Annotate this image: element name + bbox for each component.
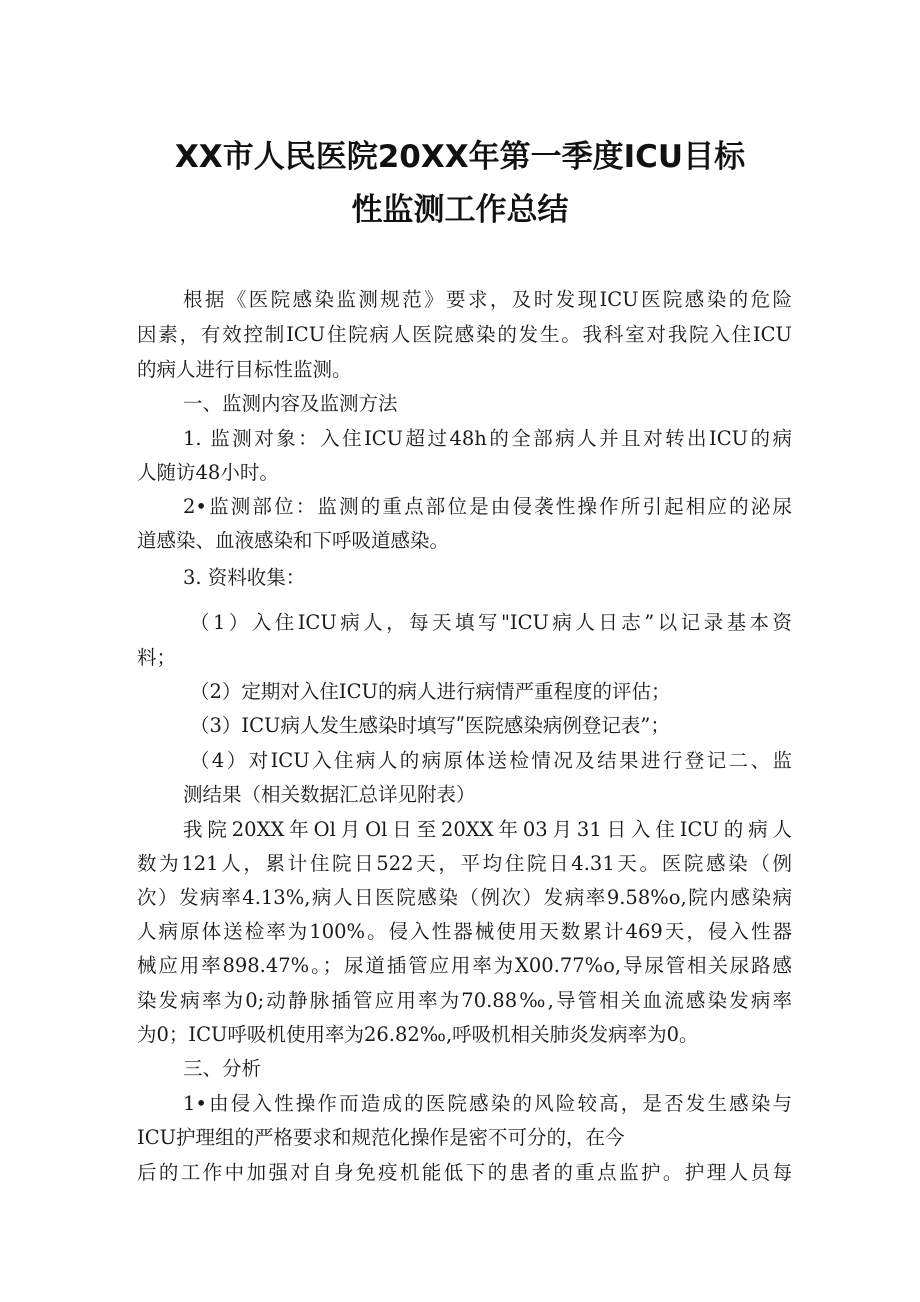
- paragraph-intro-line-3: 的病人进行目标性监测。: [137, 358, 352, 381]
- results-line-7: 为0；ICU呼吸机使用率为26.82‰,呼吸机相关肺炎发病率为0。: [137, 1023, 699, 1046]
- subitem-4-line-1: （4）对ICU入住病人的病原体送检情况及结果进行登记二、监: [190, 749, 792, 772]
- item-1-line-2: 人随访48小时。: [137, 461, 279, 484]
- subitem-2: （2）定期对入住ICU的病人进行病情严重程度的评估；: [190, 680, 671, 703]
- results-line-2: 数为121人，累计住院日522天，平均住院日4.31天。医院感染（例: [137, 852, 792, 875]
- paragraph-intro-line-2: 因素，有效控制ICU住院病人医院感染的发生。我科室对我院入住ICU: [137, 323, 792, 346]
- results-line-4: 人病原体送检率为100%。侵入性器械使用天数累计469天，侵入性器: [137, 920, 792, 943]
- results-line-6: 染发病率为0;动静脉插管应用率为70.88‰,导管相关血流感染发病率: [137, 989, 792, 1012]
- item-1-line-1: 1. 监测对象：入住ICU超过48h的全部病人并且对转出ICU的病: [183, 427, 792, 450]
- subitem-1-line-1: （1）入住ICU病人，每天填写"ICU病人日志”以记录基本资: [190, 611, 792, 634]
- subitem-4-line-2: 测结果（相关数据汇总详见附表）: [183, 783, 476, 806]
- analysis-line-3: 后的工作中加强对自身免疫机能低下的患者的重点监护。护理人员每: [137, 1161, 792, 1184]
- item-3-heading: 3. 资料收集：: [183, 566, 306, 589]
- results-line-1: 我院20XX年Ol月Ol日至20XX年03月31日入住ICU的病人: [183, 818, 792, 841]
- item-2-line-1: 2•监测部位：监测的重点部位是由侵袭性操作所引起相应的泌尿: [183, 495, 792, 518]
- section-heading-3: 三、分析: [183, 1057, 262, 1080]
- results-line-3: 次）发病率4.13%,病人日医院感染（例次）发病率9.58%o,院内感染病: [137, 886, 792, 909]
- subitem-1-line-2: 料；: [137, 646, 177, 669]
- results-line-5: 械应用率898.47%。；尿道插管应用率为X00.77%o,导尿管相关尿路感: [137, 954, 792, 977]
- section-heading-1: 一、监测内容及监测方法: [183, 392, 398, 415]
- item-2-line-2: 道感染、血液感染和下呼吸道感染。: [137, 529, 450, 552]
- subitem-3: （3）ICU病人发生感染时填写ʺ医院感染病例登记表”；: [190, 714, 670, 737]
- analysis-line-1: 1•由侵入性操作而造成的医院感染的风险较高，是否发生感染与: [183, 1092, 792, 1115]
- document-title-line-1: XX市人民医院20XX年第一季度ICU目标: [174, 139, 746, 175]
- paragraph-intro-line-1: 根据《医院感染监测规范》要求，及时发现ICU医院感染的危险: [183, 288, 792, 311]
- document-title-line-2: 性监测工作总结: [351, 192, 569, 228]
- analysis-line-2: ICU护理组的严格要求和规范化操作是密不可分的，在今: [137, 1126, 625, 1149]
